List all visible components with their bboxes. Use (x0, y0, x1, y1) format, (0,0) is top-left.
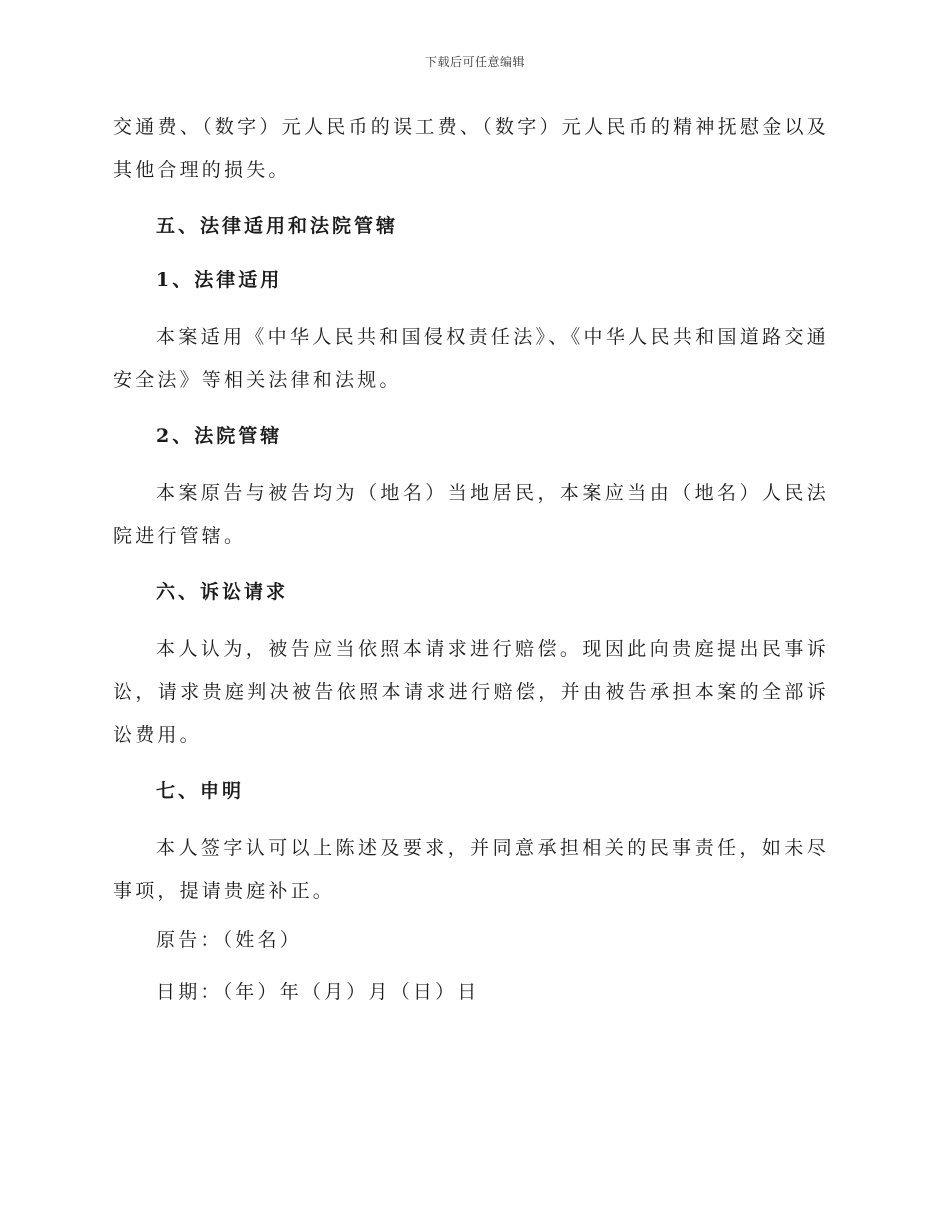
page-header: 下载后可任意编辑 (424, 55, 525, 69)
plaintiff-signature-line: 原告：（姓名） (156, 929, 302, 951)
section-5-2-heading: 2、法院管辖 (156, 425, 283, 447)
document-body (113, 106, 829, 1024)
date-line: 日期：（年）年（月）月（日）日 (156, 981, 480, 1003)
continuation-paragraph: 交通费、（数字）元人民币的误工费、（数字）元人民币的精神抚慰金以及其他合理的损失。 (113, 116, 829, 181)
section-5-heading: 五、法律适用和法院管辖 (156, 215, 399, 237)
section-6-body: 本人认为，被告应当依照本请求进行赔偿。现因此向贵庭提出民事诉讼，请求贵庭判决被告依照本请求进行赔偿，并由被告承担本案的全部诉讼费用。 (113, 638, 829, 746)
section-6-heading: 六、诉讼请求 (156, 581, 289, 603)
section-7-heading: 七、申明 (156, 780, 245, 802)
section-5-2-body: 本案原告与被告均为（地名）当地居民，本案应当由（地名）人民法院进行管辖。 (113, 482, 829, 547)
section-5-1-body: 本案适用《中华人民共和国侵权责任法》、《中华人民共和国道路交通安全法》等相关法律和法规。 (113, 326, 829, 391)
section-7-body: 本人签字认可以上陈述及要求，并同意承担相关的民事责任，如未尽事项，提请贵庭补正。 (113, 837, 829, 902)
section-5-1-heading: 1、法律适用 (156, 269, 283, 291)
